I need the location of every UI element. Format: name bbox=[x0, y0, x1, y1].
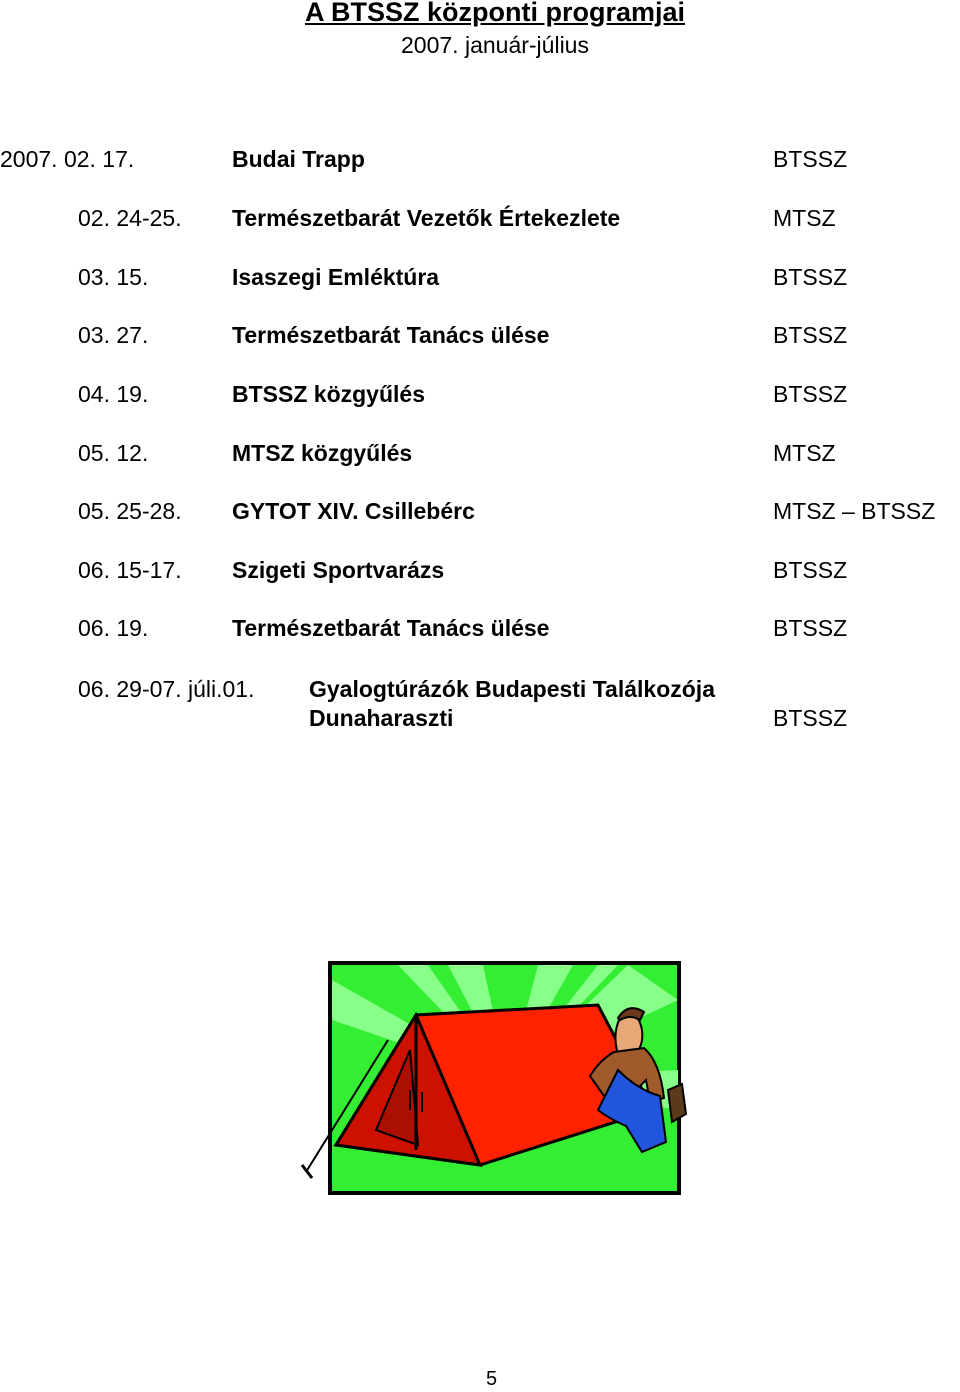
page-title: A BTSSZ központi programjai bbox=[304, 0, 686, 27]
event-organizer: BTSSZ bbox=[773, 381, 848, 407]
event-name: Természetbarát Vezetők Értekezlete bbox=[232, 205, 621, 231]
event-row bbox=[0, 322, 960, 352]
event-name: MTSZ közgyűlés bbox=[232, 440, 413, 466]
event-organizer: BTSSZ bbox=[773, 615, 848, 641]
page-number: 5 bbox=[486, 1368, 498, 1390]
event-date: 05. 12. bbox=[78, 440, 149, 466]
event-name: Isaszegi Emléktúra bbox=[232, 264, 440, 290]
event-organizer: BTSSZ bbox=[773, 705, 848, 731]
event-row bbox=[0, 205, 960, 235]
event-row bbox=[0, 440, 960, 470]
event-name: Gyalogtúrázók Budapesti Találkozója bbox=[309, 676, 715, 702]
event-date: 06. 29-07. júli.01. bbox=[78, 676, 255, 702]
event-row bbox=[0, 264, 960, 294]
event-name: BTSSZ közgyűlés bbox=[232, 381, 425, 407]
event-location: Dunaharaszti bbox=[309, 705, 454, 731]
event-date: 02. 24-25. bbox=[78, 205, 182, 231]
event-organizer: MTSZ bbox=[773, 440, 836, 466]
event-organizer: MTSZ – BTSSZ bbox=[773, 498, 936, 524]
event-name: Budai Trapp bbox=[232, 146, 365, 172]
event-name: Természetbarát Tanács ülése bbox=[232, 615, 550, 641]
event-name: Szigeti Sportvarázs bbox=[232, 557, 445, 583]
event-organizer: BTSSZ bbox=[773, 264, 848, 290]
event-date: 2007. 02. 17. bbox=[0, 146, 135, 172]
event-name: Természetbarát Tanács ülése bbox=[232, 322, 550, 348]
event-date: 04. 19. bbox=[78, 381, 149, 407]
event-date: 06. 15-17. bbox=[78, 557, 182, 583]
event-name: GYTOT XIV. Csillebérc bbox=[232, 498, 475, 524]
event-row bbox=[0, 498, 960, 528]
event-date: 03. 15. bbox=[78, 264, 149, 290]
tent-camper-clipart-icon bbox=[298, 960, 690, 1200]
event-row bbox=[0, 381, 960, 411]
event-organizer: BTSSZ bbox=[773, 146, 848, 172]
event-row bbox=[0, 557, 960, 587]
page-subtitle: 2007. január-július bbox=[401, 32, 589, 58]
event-organizer: BTSSZ bbox=[773, 557, 848, 583]
event-date: 03. 27. bbox=[78, 322, 149, 348]
event-date: 05. 25-28. bbox=[78, 498, 182, 524]
event-organizer: BTSSZ bbox=[773, 322, 848, 348]
event-row bbox=[0, 615, 960, 645]
event-row bbox=[0, 146, 960, 176]
event-date: 06. 19. bbox=[78, 615, 149, 641]
event-organizer: MTSZ bbox=[773, 205, 836, 231]
